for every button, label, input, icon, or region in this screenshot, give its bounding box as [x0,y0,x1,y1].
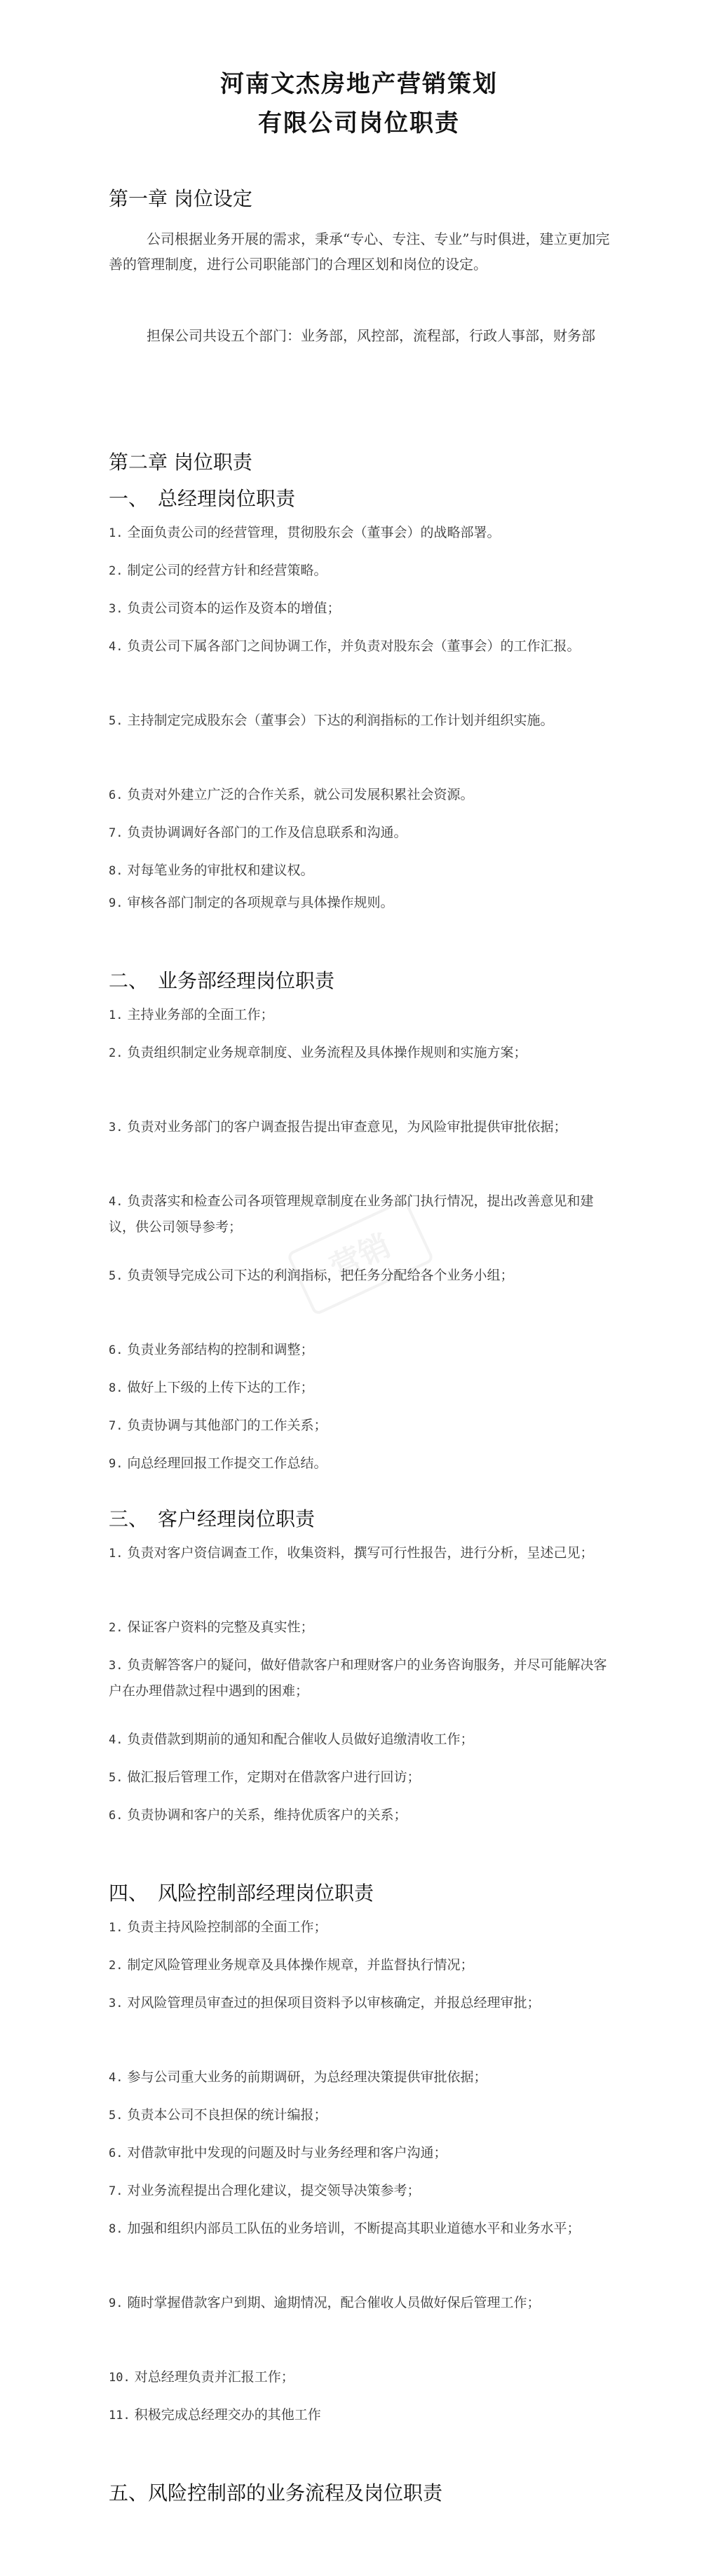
item-number: 9. [109,1457,123,1471]
item-text: 对业务流程提出合理化建议，提交领导决策参考； [127,2183,421,2198]
chapter-2-heading: 第二章 岗位职责 [109,451,252,474]
item-number: 1. [109,1008,123,1022]
item-number: 4. [109,1195,123,1209]
list-item [109,1040,610,1066]
list-item [109,1375,610,1401]
list-item [109,2290,610,2316]
item-number: 8. [109,2222,123,2236]
list-item [109,1002,610,1028]
list-item [109,2364,610,2390]
item-number: 7. [109,1419,123,1433]
item-text: 负责主持风险控制部的全面工作； [127,1919,327,1935]
list-item [109,890,610,916]
item-number: 5. [109,1269,123,1283]
item-number: 8. [109,864,123,878]
item-text: 做好上下级的上传下达的工作； [127,1380,314,1395]
item-number: 3. [109,1659,123,1673]
item-number: 6. [109,1809,123,1823]
item-text: 负责解答客户的疑问，做好借款客户和理财客户的业务咨询服务，并尽可能解决客户在办理借款过程中遇到的困难； [109,1657,607,1699]
item-number: 2. [109,1046,123,1060]
list-item [109,520,610,546]
item-number: 1. [109,526,123,540]
list-item [109,1451,610,1477]
list-item [109,596,610,622]
item-number: 5. [109,714,123,728]
item-number: 2. [109,564,123,578]
item-text: 负责公司资本的运作及资本的增值； [127,601,341,616]
section-4-heading: 四、 风险控制部经理岗位职责 [109,1882,374,1905]
list-item [109,558,610,584]
item-number: 4. [109,2071,123,2085]
list-item [109,2178,610,2204]
item-text: 对风险管理员审查过的担保项目资料予以审核确定，并报总经理审批； [127,1995,541,2010]
item-number: 1. [109,1547,123,1561]
list-item [109,2216,610,2242]
item-text: 负责借款到期前的通知和配合催收人员做好追缴清收工作； [127,1732,474,1747]
item-number: 3. [109,1121,123,1135]
item-number: 3. [109,602,123,616]
item-text: 负责对外建立广泛的合作关系，就公司发展积累社会资源。 [127,787,474,802]
list-item [109,820,610,846]
list-item [109,1652,610,1704]
item-number: 1. [109,1921,123,1935]
list-item [109,1114,610,1140]
watermark-stamp: 营销 [286,1198,435,1316]
item-text: 负责落实和检查公司各项管理规章制度在业务部门执行情况，提出改善意见和建议，供公司领导参考； [109,1193,594,1235]
item-text: 对借款审批中发现的问题及时与业务经理和客户沟通； [127,2145,447,2160]
list-item [109,858,610,884]
item-text: 负责本公司不良担保的统计编报； [127,2107,327,2123]
document-title-line-1: 河南文杰房地产营销策划 [220,70,498,98]
list-item [109,1765,610,1790]
item-number: 6. [109,1343,123,1357]
chapter-1-heading: 第一章 岗位设定 [109,187,252,210]
document-title-line-2: 有限公司岗位职责 [258,109,460,137]
item-number: 8. [109,1381,123,1395]
item-text: 负责对业务部门的客户调查报告提出审查意见，为风险审批提供审批依据； [127,1119,567,1135]
item-text: 制定公司的经营方针和经营策略。 [127,563,327,578]
item-number: 4. [109,640,123,654]
item-number: 10. [109,2371,130,2385]
item-text: 保证客户资料的完整及真实性； [127,1619,314,1635]
chapter-1-paragraph-1: 公司根据业务开展的需求，秉承“专心、专注、专业”与时俱进，建立更加完善的管理制度，进行公司职能部门的合理区划和岗位的设定。 [109,231,610,273]
item-text: 做汇报后管理工作，定期对在借款客户进行回访； [127,1769,421,1785]
item-text: 负责领导完成公司下达的利润指标，把任务分配给各个业务小组； [127,1268,514,1283]
list-item [109,2064,610,2090]
item-text: 随时掌握借款客户到期、逾期情况，配合催收人员做好保后管理工作； [127,2295,541,2310]
list-item [109,633,610,659]
item-number: 2. [109,1959,123,1973]
item-text: 主持业务部的全面工作； [127,1007,274,1022]
item-text: 制定风险管理业务规章及具体操作规章，并监督执行情况； [127,1957,474,1973]
list-item [109,1952,610,1978]
item-text: 全面负责公司的经营管理，贯彻股东会（董事会）的战略部署。 [127,525,501,540]
list-item [109,1802,610,1828]
item-number: 6. [109,2146,123,2160]
item-text: 参与公司重大业务的前期调研，为总经理决策提供审批依据； [127,2069,487,2085]
list-item [109,782,610,808]
list-item [109,1727,610,1753]
list-item [109,708,610,734]
item-text: 负责对客户资信调查工作，收集资料，撰写可行性报告，进行分析，呈述己见； [127,1545,594,1561]
item-text: 负责协调和客户的关系，维持优质客户的关系； [127,1807,407,1823]
item-number: 9. [109,2296,123,2310]
item-number: 3. [109,1996,123,2010]
item-text: 负责协调调好各部门的工作及信息联系和沟通。 [127,825,407,840]
item-text: 对总经理负责并汇报工作； [134,2369,294,2385]
item-text: 负责协调与其他部门的工作关系； [127,1418,327,1433]
item-number: 6. [109,788,123,802]
item-number: 4. [109,1733,123,1747]
item-number: 5. [109,1771,123,1785]
item-number: 5. [109,2109,123,2123]
item-number: 7. [109,2184,123,2198]
item-text: 主持制定完成股东会（董事会）下达的利润指标的工作计划并组织实施。 [127,713,554,728]
item-text: 负责公司下属各部门之间协调工作，并负责对股东会（董事会）的工作汇报。 [127,638,581,654]
item-number: 7. [109,826,123,840]
item-text: 负责业务部结构的控制和调整； [127,1342,314,1357]
item-text: 向总经理回报工作提交工作总结。 [127,1455,327,1471]
item-number: 2. [109,1621,123,1635]
list-item [109,2102,610,2128]
item-text: 对每笔业务的审批权和建议权。 [127,863,314,878]
item-text: 积极完成总经理交办的其他工作 [134,2407,321,2423]
list-item [109,2140,610,2166]
item-number: 9. [109,896,123,910]
section-3-heading: 三、 客户经理岗位职责 [109,1507,316,1530]
item-text: 加强和组织内部员工队伍的业务培训，不断提高其职业道德水平和业务水平； [127,2221,581,2236]
list-item [109,1413,610,1439]
item-text: 审核各部门制定的各项规章与具体操作规则。 [127,895,394,910]
list-item [109,1990,610,2016]
list-item [109,1914,610,1940]
section-2-heading: 二、 业务部经理岗位职责 [109,969,335,992]
section-1-heading: 一、 总经理岗位职责 [109,487,296,510]
item-number: 11. [109,2409,130,2423]
chapter-1-paragraph-2: 担保公司共设五个部门：业务部，风控部，流程部，行政人事部，财务部 [147,327,595,344]
list-item [109,1540,610,1566]
list-item [109,2402,610,2428]
item-text: 负责组织制定业务规章制度、业务流程及具体操作规则和实施方案； [127,1045,527,1060]
list-item [109,1337,610,1363]
section-5-heading: 五、风险控制部的业务流程及岗位职责 [109,2481,443,2505]
list-item [109,1615,610,1640]
